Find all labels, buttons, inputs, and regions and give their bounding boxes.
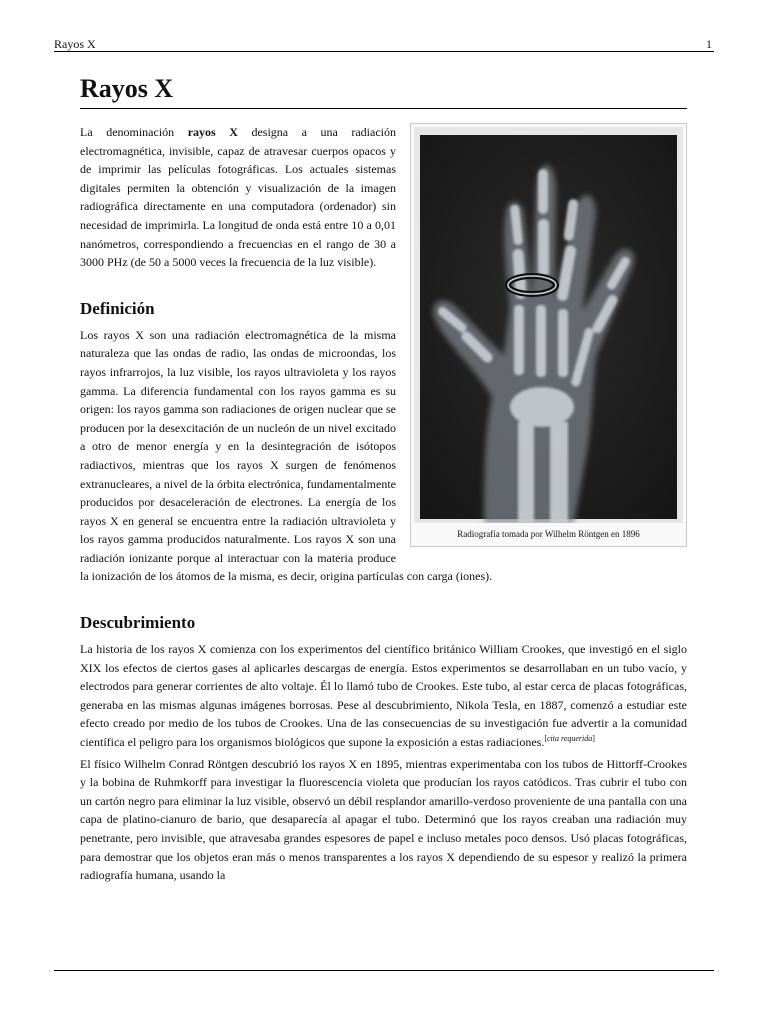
descubrimiento-paragraph-1 [80,640,687,752]
page-title: Rayos X [80,70,687,109]
intro-text-rest: designa a una radiación electromagnética, invisible, capaz de atravesar cuerpos opacos y de imprimir las películas fotográficas. Los actuales sistemas digitales permiten la obtención y visualización de la imagen radiográfica directamente en una computadora (ordenador) sin necesidad de imprimirla. La longitud de onda está entre 10 a 0,01 nanómetros, correspondiendo a frecuencias en el rango de 30 a 3000 PHz (de 50 a 5000 veces la frecuencia de la luz visible). [80,125,397,270]
section-heading-definicion: Definición [80,298,155,318]
descubrimiento-text-1: La historia de los rayos X comienza con los experimentos del científico británico William Crookes, que investigó en el siglo XIX los efectos de ciertos gases al aplicarles descargas de energía. Estos experimentos se desarrollaban en un tubo vacío, y electrodos para generar corrientes de alto voltaje. Él lo llamó tubo de Crookes. Este tubo, al estar cerca de placas fotográficas, generaba en las mismas algunas imágenes borrosas. Pese al descubrimiento, Nikola Tesla, en 1887, comenzó a estudiar este efecto creado por medio de los tubos de Crookes. Una de las consecuencias de su investigación fue advertir a la comunidad científica el peligro para los organismos biológicos que supone la exposición a estas radiaciones. [80,642,687,750]
xray-hand-illustration [414,127,683,523]
running-header [54,36,714,52]
footer-rule [54,970,714,971]
figure-caption: Radiografía tomada por Wilhelm Röntgen en 1896 [457,529,640,539]
intro-bold-term: rayos X [187,125,238,139]
header-title: Rayos X [54,37,96,51]
citation-label: cita requerida [547,734,593,744]
page-number: 1 [706,37,712,51]
header-rule [54,51,714,52]
intro-text-start: La denominación [80,125,188,139]
section-heading-descubrimiento: Descubrimiento [80,613,196,633]
xray-hand-image [414,127,683,523]
xray-figure [410,123,687,547]
citation-needed[interactable]: [cita requerida] [544,734,595,744]
article-body [80,70,687,885]
definicion-paragraph: Los rayos X son una radiación electromagnética de la misma naturaleza que las ondas de radio, las ondas de microondas, los rayos infrarrojos, la luz visible, los rayos ultravioleta y los rayos gamma. La diferencia fundamental con los rayos gamma es su origen: los rayos gamma son radiaciones de origen nuclear que se producen por la desexcitación de un nucleón de un nivel excitado a otro de menor energía y en la desintegración de isótopos radiactivos, mientras que los rayos X surgen de fenómenos extranucleares, a nivel de la órbita electrónica, fundamentalmente producidos por desaceleración de electrones. La energía de los rayos X en general se encuentra entre la radiación ultravioleta y los rayos gamma producidos naturalmente. Los rayos X son una radiación ionizante porque al interactuar con la materia produce la ionización de los átomos de la misma, es decir, origina partículas con carga (iones). [80,327,493,584]
descubrimiento-paragraph-2: El físico Wilhelm Conrad Röntgen descubrió los rayos X en 1895, mientras experimentaba con los tubos de Hittorff-Crookes y la bobina de Ruhmkorff para investigar la fluorescencia violeta que producían los rayos catódicos. Tras cubrir el tubo con un cartón negro para eliminar la luz visible, observó un débil resplandor amarillo-verdoso proveniente de una pantalla con una capa de platino-cianuro de bario, que desaparecía al apagar el tubo. Determinó que los rayos creaban una radiación muy penetrante, pero invisible, que atravesaba grandes espesores de papel e incluso metales poco densos. Usó placas fotográficas, para demostrar que los objetos eran más o menos transparentes a los rayos X dependiendo de su espesor y realizó la primera radiografía humana, usando la [80,756,687,883]
